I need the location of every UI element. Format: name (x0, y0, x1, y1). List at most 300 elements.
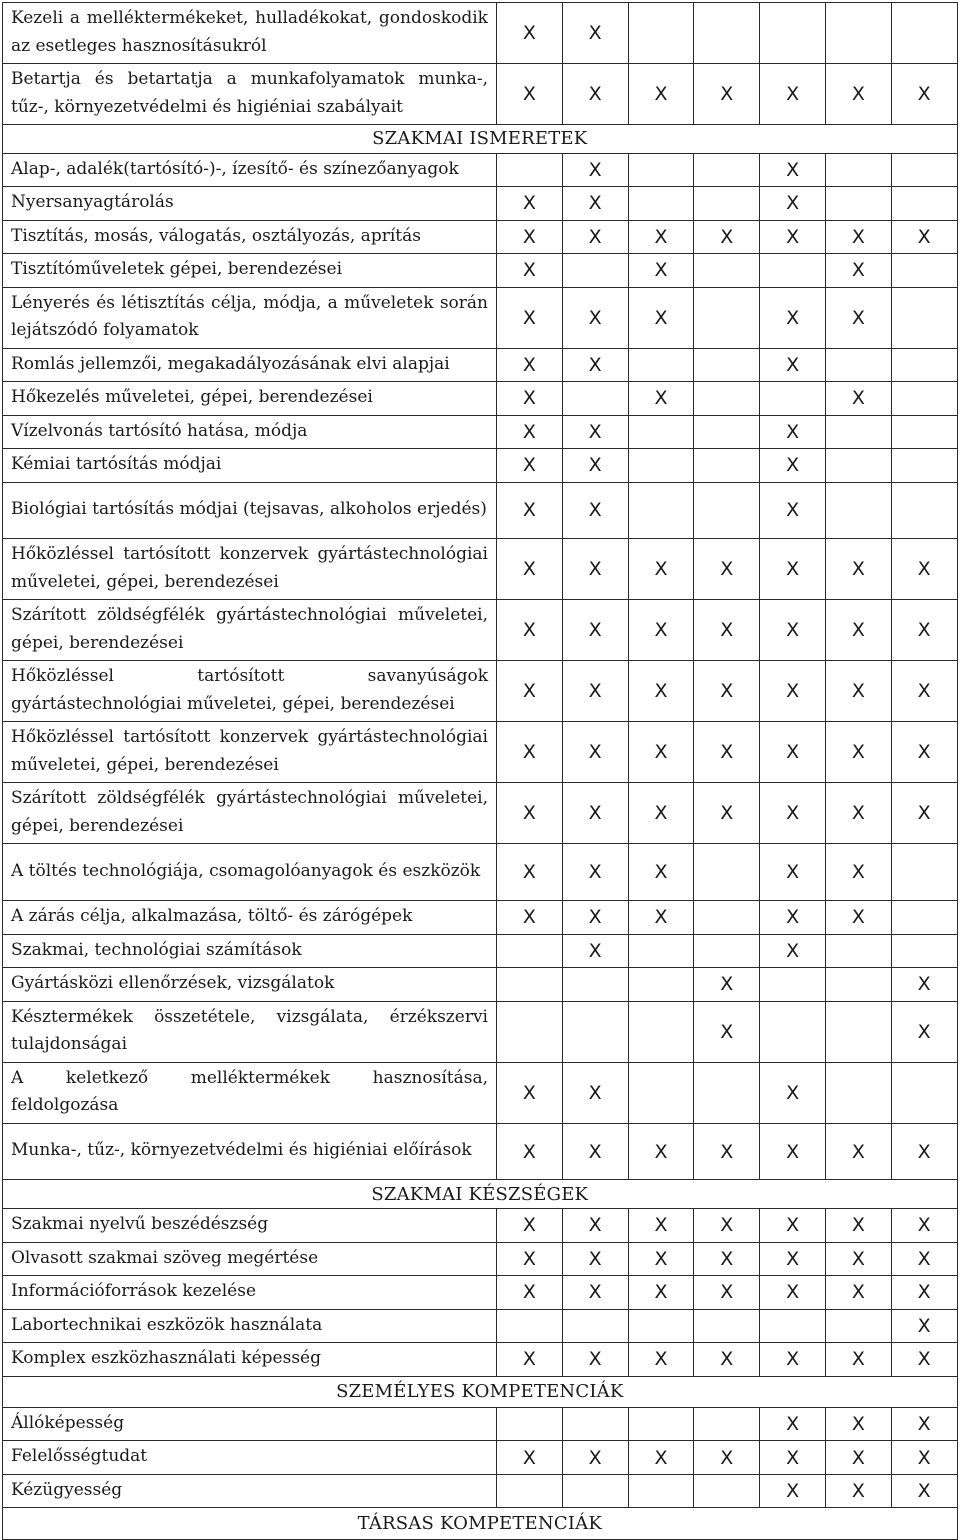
x-mark: X (522, 1081, 536, 1104)
x-mark: X (654, 741, 668, 764)
x-mark: X (851, 906, 865, 929)
mark-cell (825, 3, 891, 64)
mark-cell (628, 968, 694, 1002)
x-mark: X (851, 1214, 865, 1237)
mark-cell (760, 1474, 826, 1508)
x-mark: X (720, 1020, 734, 1043)
mark-cell (891, 382, 957, 416)
mark-cell (891, 844, 957, 901)
x-mark: X (917, 1281, 931, 1304)
row-label: Hőközléssel tartósított konzervek gyártástechnológiai műveletei, gépei, berendezései (3, 722, 497, 783)
x-mark: X (720, 1281, 734, 1304)
mark-cell (628, 1309, 694, 1343)
x-mark: X (786, 1446, 800, 1469)
mark-cell (694, 348, 760, 382)
x-mark: X (588, 1140, 602, 1163)
mark-cell (891, 600, 957, 661)
mark-cell (628, 1441, 694, 1475)
mark-cell (694, 254, 760, 288)
x-mark: X (588, 680, 602, 703)
mark-cell (562, 968, 628, 1002)
mark-cell (760, 934, 826, 968)
x-mark: X (522, 499, 536, 522)
table-row (3, 449, 958, 483)
mark-cell (694, 382, 760, 416)
mark-cell (562, 1242, 628, 1276)
mark-cell (628, 1062, 694, 1123)
x-mark: X (917, 1314, 931, 1337)
mark-cell (891, 783, 957, 844)
x-mark: X (588, 939, 602, 962)
x-mark: X (917, 1446, 931, 1469)
x-mark: X (851, 1140, 865, 1163)
row-label: Hőkezelés műveletei, gépei, berendezései (3, 382, 497, 416)
x-mark: X (786, 1413, 800, 1436)
x-mark: X (720, 802, 734, 825)
table-row (3, 1242, 958, 1276)
mark-cell (497, 968, 563, 1002)
mark-cell (891, 661, 957, 722)
x-mark: X (654, 225, 668, 248)
mark-cell (694, 187, 760, 221)
mark-cell (628, 187, 694, 221)
mark-cell (825, 844, 891, 901)
mark-cell (628, 254, 694, 288)
mark-cell (497, 722, 563, 783)
row-label: Lényerés és létisztítás célja, módja, a műveletek során lejátszódó folyamatok (3, 287, 497, 348)
x-mark: X (522, 619, 536, 642)
mark-cell (497, 1407, 563, 1441)
x-mark: X (588, 906, 602, 929)
x-mark: X (851, 1413, 865, 1436)
mark-cell (694, 287, 760, 348)
x-mark: X (786, 158, 800, 181)
x-mark: X (786, 1247, 800, 1270)
mark-cell (694, 600, 760, 661)
row-label: Betartja és betartatja a munkafolyamatok munka-, tűz-, környezetvédelmi és higiéniai szabályait (3, 64, 497, 125)
x-mark: X (917, 1480, 931, 1503)
mark-cell (497, 449, 563, 483)
mark-cell (562, 1123, 628, 1180)
table-row (3, 722, 958, 783)
row-label: Tisztítás, mosás, válogatás, osztályozás, aprítás (3, 220, 497, 254)
mark-cell (562, 153, 628, 187)
x-mark: X (522, 802, 536, 825)
mark-cell (562, 482, 628, 539)
mark-cell (760, 722, 826, 783)
x-mark: X (654, 861, 668, 884)
mark-cell (825, 1001, 891, 1062)
mark-cell (760, 844, 826, 901)
x-mark: X (720, 1247, 734, 1270)
mark-cell (497, 1441, 563, 1475)
row-label: Szárított zöldségfélék gyártástechnológiai műveletei, gépei, berendezései (3, 600, 497, 661)
mark-cell (891, 539, 957, 600)
mark-cell (562, 1062, 628, 1123)
x-mark: X (522, 1446, 536, 1469)
mark-cell (497, 1309, 563, 1343)
mark-cell (825, 901, 891, 935)
mark-cell (497, 348, 563, 382)
mark-cell (825, 722, 891, 783)
x-mark: X (522, 680, 536, 703)
table-row (3, 64, 958, 125)
mark-cell (694, 1123, 760, 1180)
mark-cell (760, 220, 826, 254)
row-label: Olvasott szakmai szöveg megértése (3, 1242, 497, 1276)
mark-cell (562, 1407, 628, 1441)
row-label: Gyártásközi ellenőrzések, vizsgálatok (3, 968, 497, 1002)
x-mark: X (522, 225, 536, 248)
mark-cell (891, 3, 957, 64)
mark-cell (891, 348, 957, 382)
x-mark: X (522, 906, 536, 929)
x-mark: X (786, 680, 800, 703)
table-row (3, 1123, 958, 1180)
mark-cell (562, 415, 628, 449)
mark-cell (497, 187, 563, 221)
mark-cell (760, 1407, 826, 1441)
x-mark: X (588, 1247, 602, 1270)
section-title: TÁRSAS KOMPETENCIÁK (3, 1508, 958, 1539)
x-mark: X (851, 225, 865, 248)
x-mark: X (654, 83, 668, 105)
x-mark: X (851, 741, 865, 764)
mark-cell (825, 415, 891, 449)
table-row (3, 482, 958, 539)
mark-cell (562, 254, 628, 288)
x-mark: X (522, 420, 536, 443)
x-mark: X (851, 306, 865, 329)
mark-cell (825, 661, 891, 722)
mark-cell (497, 1209, 563, 1243)
x-mark: X (720, 1348, 734, 1371)
x-mark: X (588, 192, 602, 215)
x-mark: X (851, 83, 865, 105)
table-row (3, 661, 958, 722)
x-mark: X (917, 225, 931, 248)
mark-cell (760, 783, 826, 844)
table-row (3, 1001, 958, 1062)
x-mark: X (522, 1348, 536, 1371)
mark-cell (760, 1441, 826, 1475)
row-label: Kezeli a melléktermékeket, hulladékokat, gondoskodik az esetleges hasznosításukról (3, 3, 497, 64)
x-mark: X (917, 1140, 931, 1163)
table-row (3, 1209, 958, 1243)
mark-cell (562, 661, 628, 722)
mark-cell (497, 1123, 563, 1180)
section-title: SZAKMAI ISMERETEK (3, 125, 958, 154)
x-mark: X (654, 1140, 668, 1163)
mark-cell (825, 783, 891, 844)
mark-cell (562, 1309, 628, 1343)
mark-cell (760, 1001, 826, 1062)
table-row (3, 415, 958, 449)
x-mark: X (522, 741, 536, 764)
x-mark: X (522, 387, 536, 410)
x-mark: X (588, 454, 602, 477)
x-mark: X (522, 83, 536, 105)
x-mark: X (588, 558, 602, 581)
mark-cell (562, 1276, 628, 1310)
mark-cell (891, 1309, 957, 1343)
x-mark: X (522, 1247, 536, 1270)
row-label: Nyersanyagtárolás (3, 187, 497, 221)
row-label: Hőközléssel tartósított konzervek gyártástechnológiai műveletei, gépei, berendezései (3, 539, 497, 600)
mark-cell (562, 1441, 628, 1475)
x-mark: X (654, 906, 668, 929)
mark-cell (760, 661, 826, 722)
section-header-row (3, 1376, 958, 1407)
x-mark: X (720, 619, 734, 642)
mark-cell (825, 934, 891, 968)
x-mark: X (786, 802, 800, 825)
table-row (3, 1309, 958, 1343)
mark-cell (628, 415, 694, 449)
mark-cell (760, 600, 826, 661)
mark-cell (891, 153, 957, 187)
mark-cell (694, 482, 760, 539)
mark-cell (628, 901, 694, 935)
x-mark: X (917, 1020, 931, 1043)
mark-cell (694, 1242, 760, 1276)
mark-cell (694, 1276, 760, 1310)
mark-cell (825, 382, 891, 416)
x-mark: X (786, 353, 800, 376)
x-mark: X (720, 973, 734, 996)
x-mark: X (786, 1348, 800, 1371)
mark-cell (760, 187, 826, 221)
mark-cell (760, 1242, 826, 1276)
x-mark: X (786, 420, 800, 443)
mark-cell (825, 1309, 891, 1343)
x-mark: X (522, 454, 536, 477)
mark-cell (497, 415, 563, 449)
mark-cell (760, 348, 826, 382)
row-label: Labortechnikai eszközök használata (3, 1309, 497, 1343)
mark-cell (825, 153, 891, 187)
x-mark: X (588, 306, 602, 329)
x-mark: X (588, 225, 602, 248)
x-mark: X (522, 861, 536, 884)
x-mark: X (786, 939, 800, 962)
x-mark: X (851, 558, 865, 581)
mark-cell (628, 1276, 694, 1310)
x-mark: X (654, 1348, 668, 1371)
x-mark: X (522, 558, 536, 581)
row-label: Biológiai tartósítás módjai (tejsavas, alkoholos erjedés) (3, 482, 497, 539)
row-label: Komplex eszközhasználati képesség (3, 1343, 497, 1377)
row-label: Állóképesség (3, 1407, 497, 1441)
table-row (3, 3, 958, 64)
mark-cell (694, 901, 760, 935)
mark-cell (694, 1309, 760, 1343)
mark-cell (694, 64, 760, 125)
x-mark: X (786, 619, 800, 642)
table-row (3, 844, 958, 901)
mark-cell (497, 64, 563, 125)
mark-cell (825, 220, 891, 254)
table-row (3, 901, 958, 935)
table-body (3, 3, 958, 1540)
x-mark: X (851, 1247, 865, 1270)
mark-cell (891, 722, 957, 783)
mark-cell (497, 3, 563, 64)
x-mark: X (654, 802, 668, 825)
x-mark: X (786, 558, 800, 581)
table-row (3, 153, 958, 187)
mark-cell (562, 449, 628, 483)
mark-cell (694, 1474, 760, 1508)
mark-cell (628, 1242, 694, 1276)
mark-cell (628, 348, 694, 382)
mark-cell (760, 1309, 826, 1343)
row-label: Késztermékek összetétele, vizsgálata, érzékszervi tulajdonságai (3, 1001, 497, 1062)
x-mark: X (588, 1081, 602, 1104)
x-mark: X (654, 680, 668, 703)
x-mark: X (654, 1214, 668, 1237)
mark-cell (891, 1276, 957, 1310)
mark-cell (825, 600, 891, 661)
x-mark: X (588, 861, 602, 884)
x-mark: X (720, 1140, 734, 1163)
x-mark: X (851, 1348, 865, 1371)
mark-cell (562, 64, 628, 125)
mark-cell (497, 600, 563, 661)
mark-cell (891, 287, 957, 348)
mark-cell (891, 1441, 957, 1475)
mark-cell (628, 1407, 694, 1441)
x-mark: X (522, 192, 536, 215)
x-mark: X (851, 802, 865, 825)
mark-cell (628, 1474, 694, 1508)
x-mark: X (786, 906, 800, 929)
mark-cell (825, 1276, 891, 1310)
mark-cell (694, 934, 760, 968)
mark-cell (891, 1242, 957, 1276)
mark-cell (562, 1209, 628, 1243)
mark-cell (891, 968, 957, 1002)
x-mark: X (917, 619, 931, 642)
mark-cell (694, 415, 760, 449)
mark-cell (825, 254, 891, 288)
x-mark: X (654, 1247, 668, 1270)
mark-cell (825, 187, 891, 221)
mark-cell (825, 539, 891, 600)
section-title: SZAKMAI KÉSZSÉGEK (3, 1180, 958, 1209)
x-mark: X (917, 1247, 931, 1270)
mark-cell (694, 722, 760, 783)
x-mark: X (588, 619, 602, 642)
x-mark: X (588, 1446, 602, 1469)
x-mark: X (654, 259, 668, 282)
mark-cell (562, 934, 628, 968)
mark-cell (760, 153, 826, 187)
mark-cell (628, 600, 694, 661)
mark-cell (891, 934, 957, 968)
mark-cell (891, 482, 957, 539)
mark-cell (694, 1407, 760, 1441)
x-mark: X (654, 619, 668, 642)
x-mark: X (588, 741, 602, 764)
mark-cell (497, 783, 563, 844)
x-mark: X (522, 1214, 536, 1237)
row-label: A zárás célja, alkalmazása, töltő- és zárógépek (3, 901, 497, 935)
mark-cell (497, 661, 563, 722)
mark-cell (891, 449, 957, 483)
mark-cell (694, 1343, 760, 1377)
mark-cell (694, 3, 760, 64)
mark-cell (497, 153, 563, 187)
x-mark: X (851, 1446, 865, 1469)
mark-cell (694, 153, 760, 187)
row-label: A töltés technológiája, csomagolóanyagok és eszközök (3, 844, 497, 901)
mark-cell (760, 1209, 826, 1243)
x-mark: X (786, 1081, 800, 1104)
mark-cell (760, 254, 826, 288)
x-mark: X (917, 1348, 931, 1371)
mark-cell (825, 1123, 891, 1180)
mark-cell (891, 1407, 957, 1441)
table-row (3, 287, 958, 348)
x-mark: X (786, 499, 800, 522)
mark-cell (628, 1209, 694, 1243)
mark-cell (825, 287, 891, 348)
x-mark: X (917, 1214, 931, 1237)
mark-cell (760, 968, 826, 1002)
x-mark: X (588, 1281, 602, 1304)
table-row (3, 1276, 958, 1310)
mark-cell (497, 539, 563, 600)
mark-cell (825, 1474, 891, 1508)
x-mark: X (720, 741, 734, 764)
row-label: Romlás jellemzői, megakadályozásának elvi alapjai (3, 348, 497, 382)
mark-cell (497, 844, 563, 901)
mark-cell (628, 661, 694, 722)
x-mark: X (720, 1214, 734, 1237)
table-row (3, 1474, 958, 1508)
mark-cell (628, 1001, 694, 1062)
mark-cell (694, 968, 760, 1002)
mark-cell (628, 1123, 694, 1180)
mark-cell (760, 415, 826, 449)
competency-table (2, 2, 958, 1540)
mark-cell (562, 287, 628, 348)
row-label: Hőközléssel tartósított savanyúságok gyártástechnológiai műveletei, gépei, berendezései (3, 661, 497, 722)
section-header-row (3, 125, 958, 154)
x-mark: X (588, 420, 602, 443)
mark-cell (628, 844, 694, 901)
table-row (3, 187, 958, 221)
mark-cell (497, 287, 563, 348)
x-mark: X (786, 1281, 800, 1304)
x-mark: X (588, 158, 602, 181)
row-label: Tisztítóműveletek gépei, berendezései (3, 254, 497, 288)
x-mark: X (786, 306, 800, 329)
x-mark: X (786, 1214, 800, 1237)
x-mark: X (917, 802, 931, 825)
mark-cell (628, 153, 694, 187)
mark-cell (562, 220, 628, 254)
mark-cell (760, 3, 826, 64)
mark-cell (562, 1474, 628, 1508)
x-mark: X (522, 259, 536, 282)
x-mark: X (851, 1480, 865, 1503)
table-row (3, 539, 958, 600)
x-mark: X (786, 741, 800, 764)
mark-cell (825, 1209, 891, 1243)
table-row (3, 1343, 958, 1377)
